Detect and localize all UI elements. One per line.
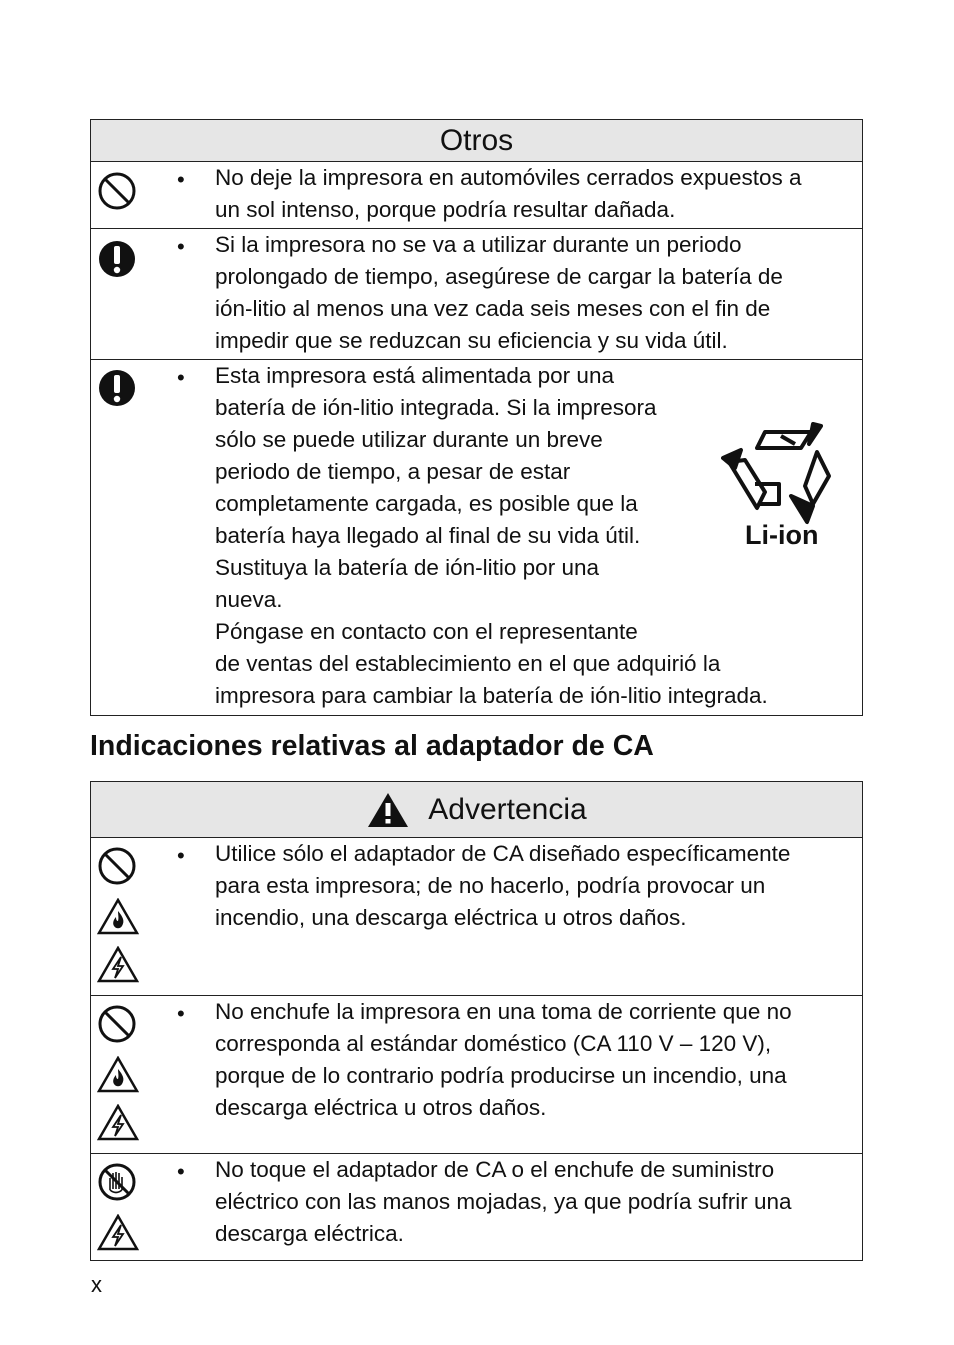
text-line: Utilice sólo el adaptador de CA diseñado específicamente <box>215 841 791 866</box>
mandatory-action-icon <box>97 239 137 279</box>
section-title: Indicaciones relativas al adaptador de CA <box>90 730 654 762</box>
prohibition-icon <box>97 846 137 886</box>
text-line: eléctrico con las manos mojadas, ya que podría sufrir una <box>215 1189 792 1214</box>
text-line: descarga eléctrica. <box>215 1221 404 1246</box>
advertencia-row-2 <box>91 996 862 1154</box>
text-line: descarga eléctrica u otros daños. <box>215 1095 547 1120</box>
text-line: para esta impresora; de no hacerlo, podría provocar un <box>215 873 766 898</box>
otros-row-2-text <box>215 229 783 357</box>
text-line: impresora para cambiar la batería de ión-litio integrada. <box>215 683 768 708</box>
bullet: • <box>177 167 185 192</box>
text-line: completamente cargada, es posible que la <box>215 491 638 516</box>
otros-row-3 <box>91 360 862 715</box>
bullet: • <box>177 365 185 390</box>
electric-shock-icon <box>97 946 139 984</box>
otros-row-3-text <box>215 360 768 712</box>
text-line: Si la impresora no se va a utilizar durante un periodo <box>215 232 742 257</box>
text-line: nueva. <box>215 587 283 612</box>
no-wet-hands-icon <box>97 1162 137 1202</box>
text-line: un sol intenso, porque podría resultar dañada. <box>215 197 676 222</box>
fire-hazard-icon <box>97 898 139 936</box>
fire-hazard-icon <box>97 1056 139 1094</box>
bullet: • <box>177 843 185 868</box>
advertencia-row-3 <box>91 1154 862 1259</box>
advertencia-row-1 <box>91 838 862 996</box>
electric-shock-icon <box>97 1214 139 1252</box>
otros-row-1 <box>91 162 862 229</box>
li-ion-label: Li-ion <box>745 520 819 550</box>
otros-row-1-text <box>215 162 802 226</box>
recycle-icon <box>721 422 836 530</box>
text-line: Sustituya la batería de ión-litio por una <box>215 555 599 580</box>
bullet: • <box>177 234 185 259</box>
text-line: No toque el adaptador de CA o el enchufe de suministro <box>215 1157 775 1182</box>
mandatory-action-icon <box>97 368 137 408</box>
text-line: batería de ión-litio integrada. Si la impresora <box>215 395 657 420</box>
electric-shock-icon <box>97 1104 139 1142</box>
text-line: ión-litio al menos una vez cada seis meses con el fin de <box>215 296 771 321</box>
prohibition-icon <box>97 1004 137 1044</box>
warning-icon <box>366 791 410 829</box>
otros-header-label: Otros <box>439 123 514 157</box>
text-line: de ventas del establecimiento en el que adquirió la <box>215 651 721 676</box>
text-line: periodo de tiempo, a pesar de estar <box>215 459 571 484</box>
advertencia-row-3-text <box>215 1154 792 1250</box>
advertencia-table <box>90 781 863 1261</box>
advertencia-row-1-text <box>215 838 790 934</box>
page-number: x <box>91 1272 102 1297</box>
text-line: incendio, una descarga eléctrica u otros daños. <box>215 905 687 930</box>
text-line: batería haya llegado al final de su vida útil. <box>215 523 641 548</box>
advertencia-header <box>91 782 862 838</box>
advertencia-header-label: Advertencia <box>428 792 587 826</box>
text-line: No deje la impresora en automóviles cerrados expuestos a <box>215 165 802 190</box>
bullet: • <box>177 1001 185 1026</box>
text-line: porque de lo contrario podría producirse un incendio, una <box>215 1063 787 1088</box>
text-line: corresponda al estándar doméstico (CA 110 V – 120 V), <box>215 1031 772 1056</box>
text-line: sólo se puede utilizar durante un breve <box>215 427 603 452</box>
text-line: Póngase en contacto con el representante <box>215 619 638 644</box>
prohibition-icon <box>97 171 137 211</box>
otros-table <box>90 119 863 716</box>
otros-header <box>91 120 862 162</box>
li-ion-recycle-logo <box>721 422 836 557</box>
text-line: No enchufe la impresora en una toma de corriente que no <box>215 999 792 1024</box>
text-line: impedir que se reduzcan su eficiencia y su vida útil. <box>215 328 728 353</box>
advertencia-row-2-text <box>215 996 792 1124</box>
otros-row-2 <box>91 229 862 360</box>
text-line: prolongado de tiempo, asegúrese de cargar la batería de <box>215 264 783 289</box>
text-line: Esta impresora está alimentada por una <box>215 363 614 388</box>
bullet: • <box>177 1159 185 1184</box>
